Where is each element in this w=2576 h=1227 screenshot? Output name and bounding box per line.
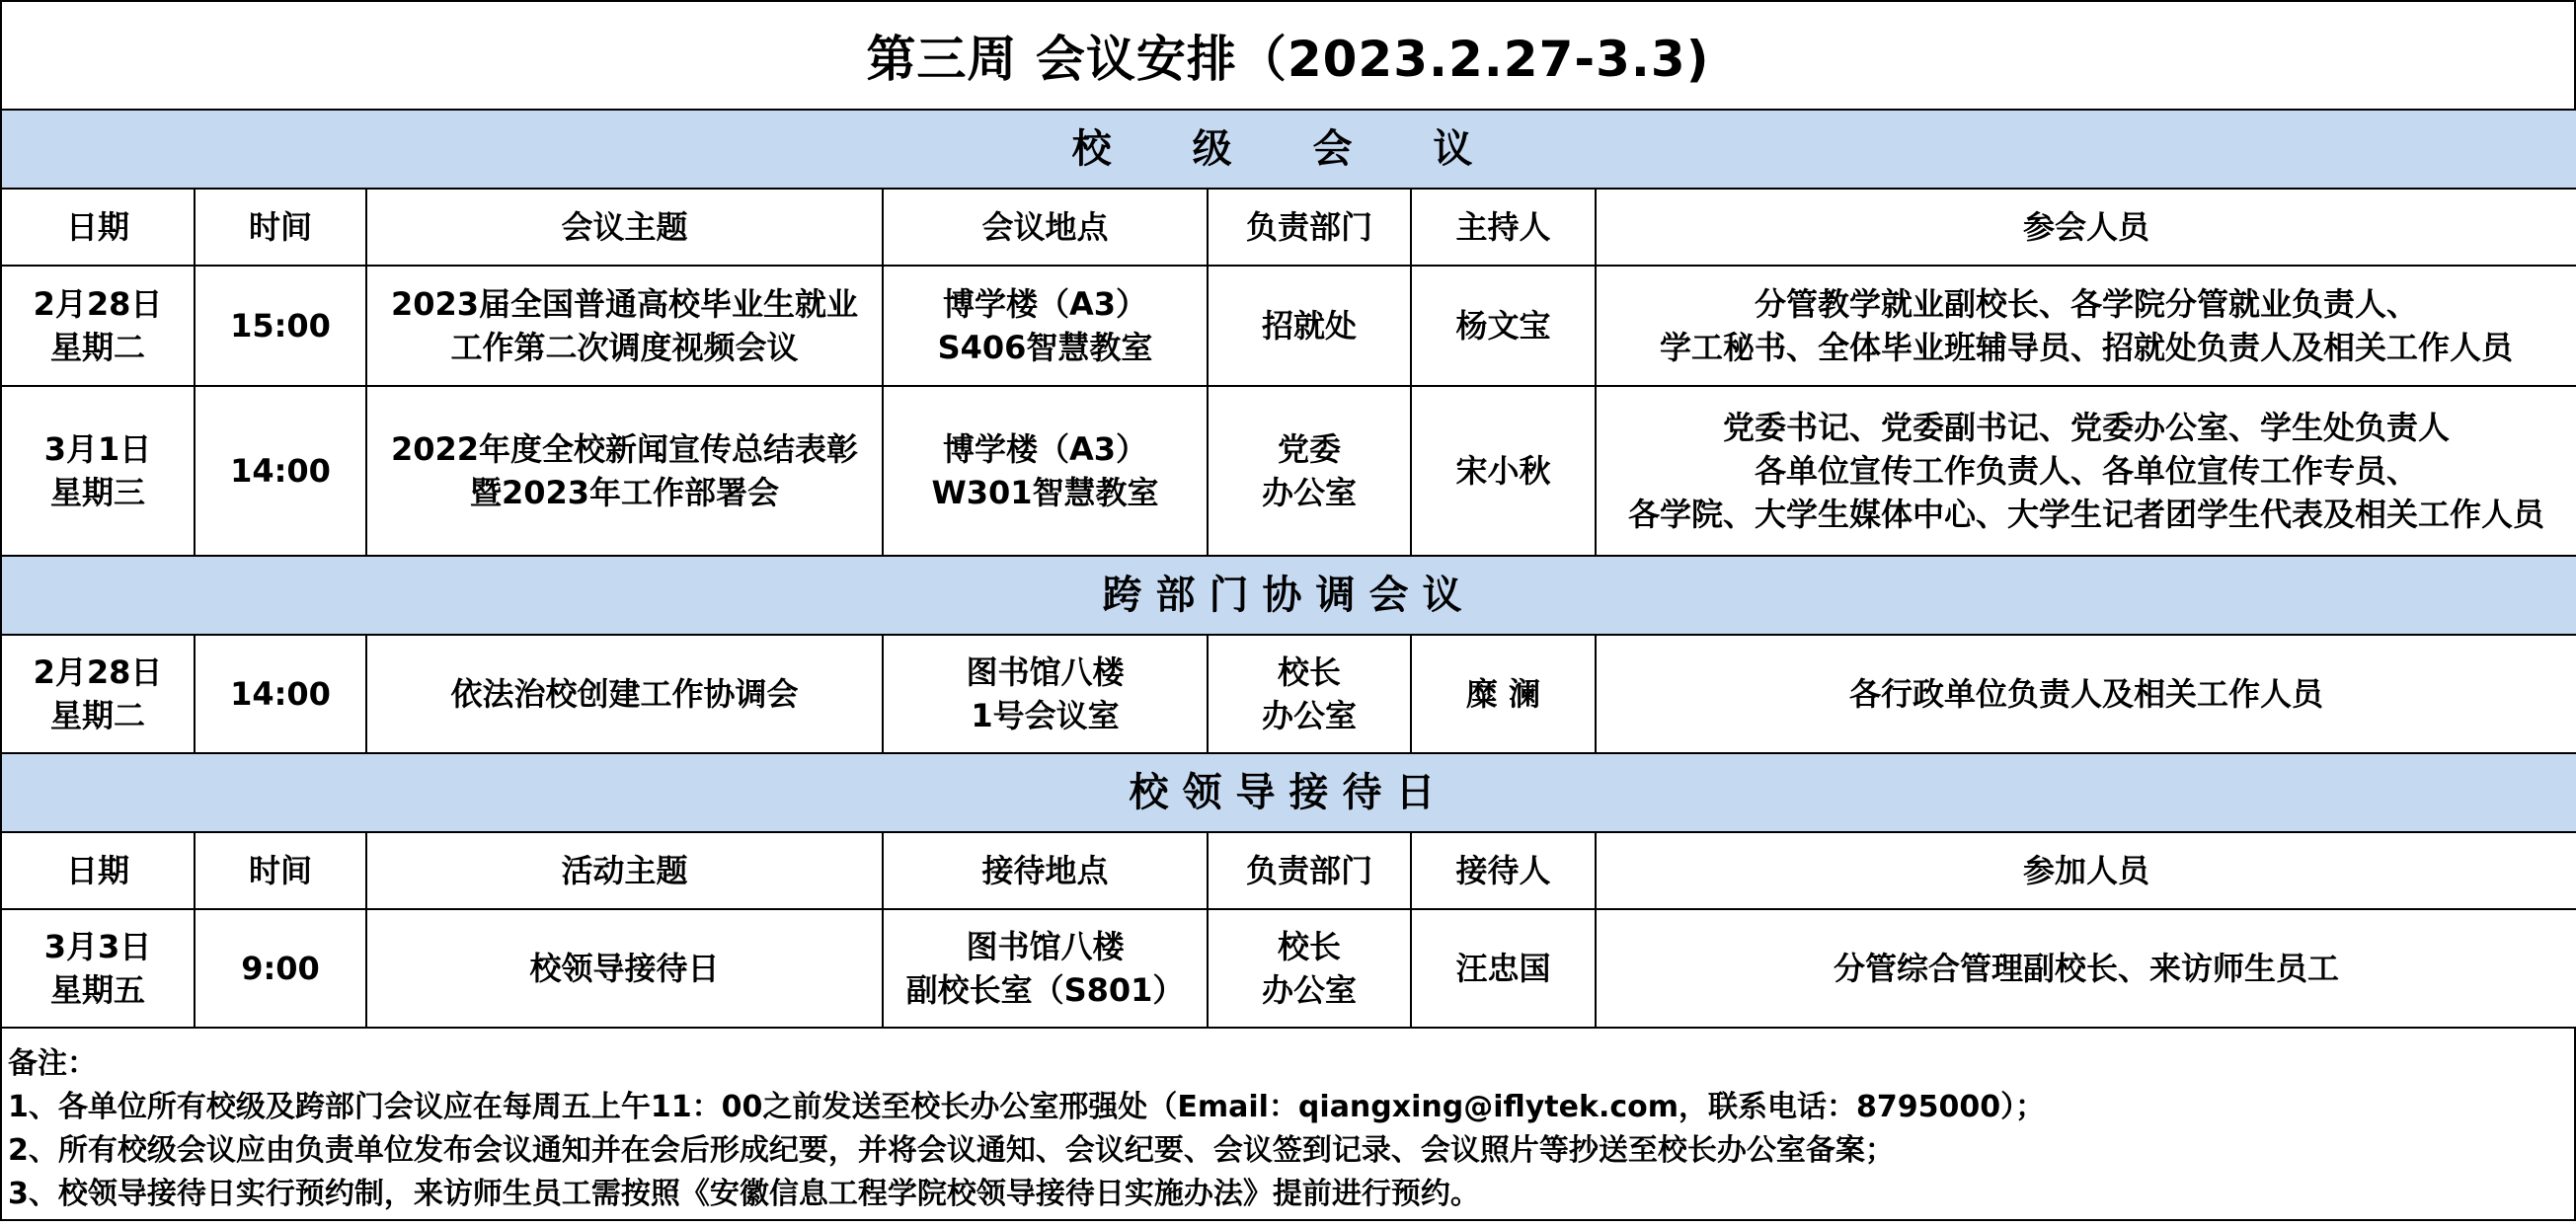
attendees-cell-line: 各单位宣传工作负责人、各单位宣传工作专员、	[1755, 452, 2419, 490]
attendees-cell-line: 党委书记、党委副书记、党委办公室、学生处负责人	[1723, 409, 2451, 446]
time-cell: 9:00	[195, 909, 366, 1028]
time-cell: 14:00	[195, 635, 366, 753]
topic-cell-line: 暨2023年工作部署会	[469, 474, 780, 511]
header-attendees: 参加人员	[1596, 832, 2576, 909]
dept-cell	[1208, 386, 1411, 556]
host-cell: 糜 澜	[1411, 635, 1596, 753]
date-cell-line: 星期五	[49, 971, 145, 1009]
dept-cell-line: 办公室	[1261, 971, 1357, 1009]
date-cell-line: 3月3日	[43, 928, 152, 965]
attendees-cell-line: 各学院、大学生媒体中心、大学生记者团学生代表及相关工作人员	[1628, 496, 2545, 533]
dept-cell	[1208, 266, 1411, 386]
cross-band-title: 跨部门协调会议	[1102, 573, 1476, 618]
meeting-row	[1, 266, 2576, 386]
header-attendees: 参会人员	[1596, 189, 2576, 266]
page-title: 第三周 会议安排（2023.2.27-3.3)	[866, 31, 1710, 88]
reception-header-row	[1, 832, 2576, 909]
header-time: 时间	[195, 189, 366, 266]
reception-band-title: 校领导接待日	[1129, 770, 1449, 815]
place-cell	[883, 266, 1208, 386]
date-cell	[1, 386, 195, 556]
date-cell-line: 2月28日	[33, 285, 163, 323]
attendees-cell	[1596, 386, 2576, 556]
host-cell: 汪忠国	[1411, 909, 1596, 1028]
school-band	[1, 110, 2576, 189]
header-place: 接待地点	[883, 832, 1208, 909]
place-cell-line: 图书馆八楼	[966, 928, 1125, 965]
place-cell-line: W301智慧教室	[931, 474, 1159, 511]
header-date: 日期	[1, 832, 195, 909]
place-cell	[883, 635, 1208, 753]
dept-cell-line: 校长	[1277, 653, 1341, 691]
reception-row	[1, 909, 2576, 1028]
date-cell-line: 星期二	[49, 329, 145, 366]
header-place: 会议地点	[883, 189, 1208, 266]
dept-cell-line: 办公室	[1261, 697, 1357, 734]
attendees-cell	[1596, 909, 2576, 1028]
topic-cell	[366, 909, 883, 1028]
dept-cell-line: 办公室	[1261, 474, 1357, 511]
date-cell	[1, 266, 195, 386]
attendees-cell-line: 分管教学就业副校长、各学院分管就业负责人、	[1755, 285, 2419, 323]
place-cell	[883, 909, 1208, 1028]
topic-cell	[366, 635, 883, 753]
attendees-cell	[1596, 635, 2576, 753]
dept-cell	[1208, 909, 1411, 1028]
place-cell-line: 博学楼（A3）	[942, 285, 1148, 323]
date-cell	[1, 909, 195, 1028]
time-cell: 15:00	[195, 266, 366, 386]
place-cell	[883, 386, 1208, 556]
header-dept: 负责部门	[1208, 832, 1411, 909]
schedule-table-body	[1, 110, 2576, 1028]
place-cell-line: S406智慧教室	[937, 329, 1153, 366]
attendees-cell-line: 分管综合管理副校长、来访师生员工	[1834, 950, 2340, 987]
place-cell-line: 副校长室（S801）	[905, 971, 1185, 1009]
notes-section	[0, 1029, 2576, 1221]
header-host: 接待人	[1411, 832, 1596, 909]
meeting-row	[1, 635, 2576, 753]
date-cell-line: 星期二	[49, 697, 145, 734]
note-item: 1、各单位所有校级及跨部门会议应在每周五上午11：00之前发送至校长办公室邢强处（Email：qiangxing@iflytek.com，联系电话：8795000）；	[8, 1090, 2046, 1124]
dept-cell	[1208, 635, 1411, 753]
reception-band	[1, 753, 2576, 832]
dept-cell-line: 党委	[1277, 430, 1341, 468]
notes-heading: 备注：	[8, 1046, 97, 1081]
header-time: 时间	[195, 832, 366, 909]
school-header-row	[1, 189, 2576, 266]
reception-band-cell	[1, 753, 2576, 832]
attendees-cell-line: 学工秘书、全体毕业班辅导员、招就处负责人及相关工作人员	[1660, 329, 2514, 366]
date-cell-line: 3月1日	[43, 430, 152, 468]
topic-cell-line: 2023届全国普通高校毕业生就业	[390, 285, 859, 323]
time-cell: 14:00	[195, 386, 366, 556]
note-item: 3、校领导接待日实行预约制，来访师生员工需按照《安徽信息工程学院校领导接待日实施办法》提前进行预约。	[8, 1177, 1480, 1211]
topic-cell-line: 依法治校创建工作协调会	[450, 675, 799, 713]
meeting-row	[1, 386, 2576, 556]
cross-band	[1, 556, 2576, 635]
date-cell-line: 星期三	[49, 474, 145, 511]
place-cell-line: 图书馆八楼	[966, 653, 1125, 691]
date-cell	[1, 635, 195, 753]
header-topic: 会议主题	[366, 189, 883, 266]
cross-band-cell	[1, 556, 2576, 635]
header-dept: 负责部门	[1208, 189, 1411, 266]
header-host: 主持人	[1411, 189, 1596, 266]
dept-cell-line: 招就处	[1261, 307, 1357, 345]
header-date: 日期	[1, 189, 195, 266]
school-band-cell	[1, 110, 2576, 189]
schedule-table	[0, 109, 2576, 1029]
note-item: 2、所有校级会议应由负责单位发布会议通知并在会后形成纪要，并将会议通知、会议纪要、会议签到记录、会议照片等抄送至校长办公室备案；	[8, 1133, 1895, 1168]
host-cell: 宋小秋	[1411, 386, 1596, 556]
topic-cell	[366, 266, 883, 386]
topic-cell-line: 校领导接待日	[529, 950, 720, 987]
topic-cell-line: 2022年度全校新闻宣传总结表彰	[390, 430, 859, 468]
attendees-cell-line: 各行政单位负责人及相关工作人员	[1849, 675, 2324, 713]
place-cell-line: 1号会议室	[971, 697, 1120, 734]
attendees-cell	[1596, 266, 2576, 386]
title-row	[0, 0, 2576, 109]
dept-cell-line: 校长	[1277, 928, 1341, 965]
date-cell-line: 2月28日	[33, 653, 163, 691]
header-topic: 活动主题	[366, 832, 883, 909]
school-band-title: 校 级 会 议	[1071, 126, 1507, 172]
place-cell-line: 博学楼（A3）	[942, 430, 1148, 468]
topic-cell-line: 工作第二次调度视频会议	[450, 329, 799, 366]
topic-cell	[366, 386, 883, 556]
host-cell: 杨文宝	[1411, 266, 1596, 386]
